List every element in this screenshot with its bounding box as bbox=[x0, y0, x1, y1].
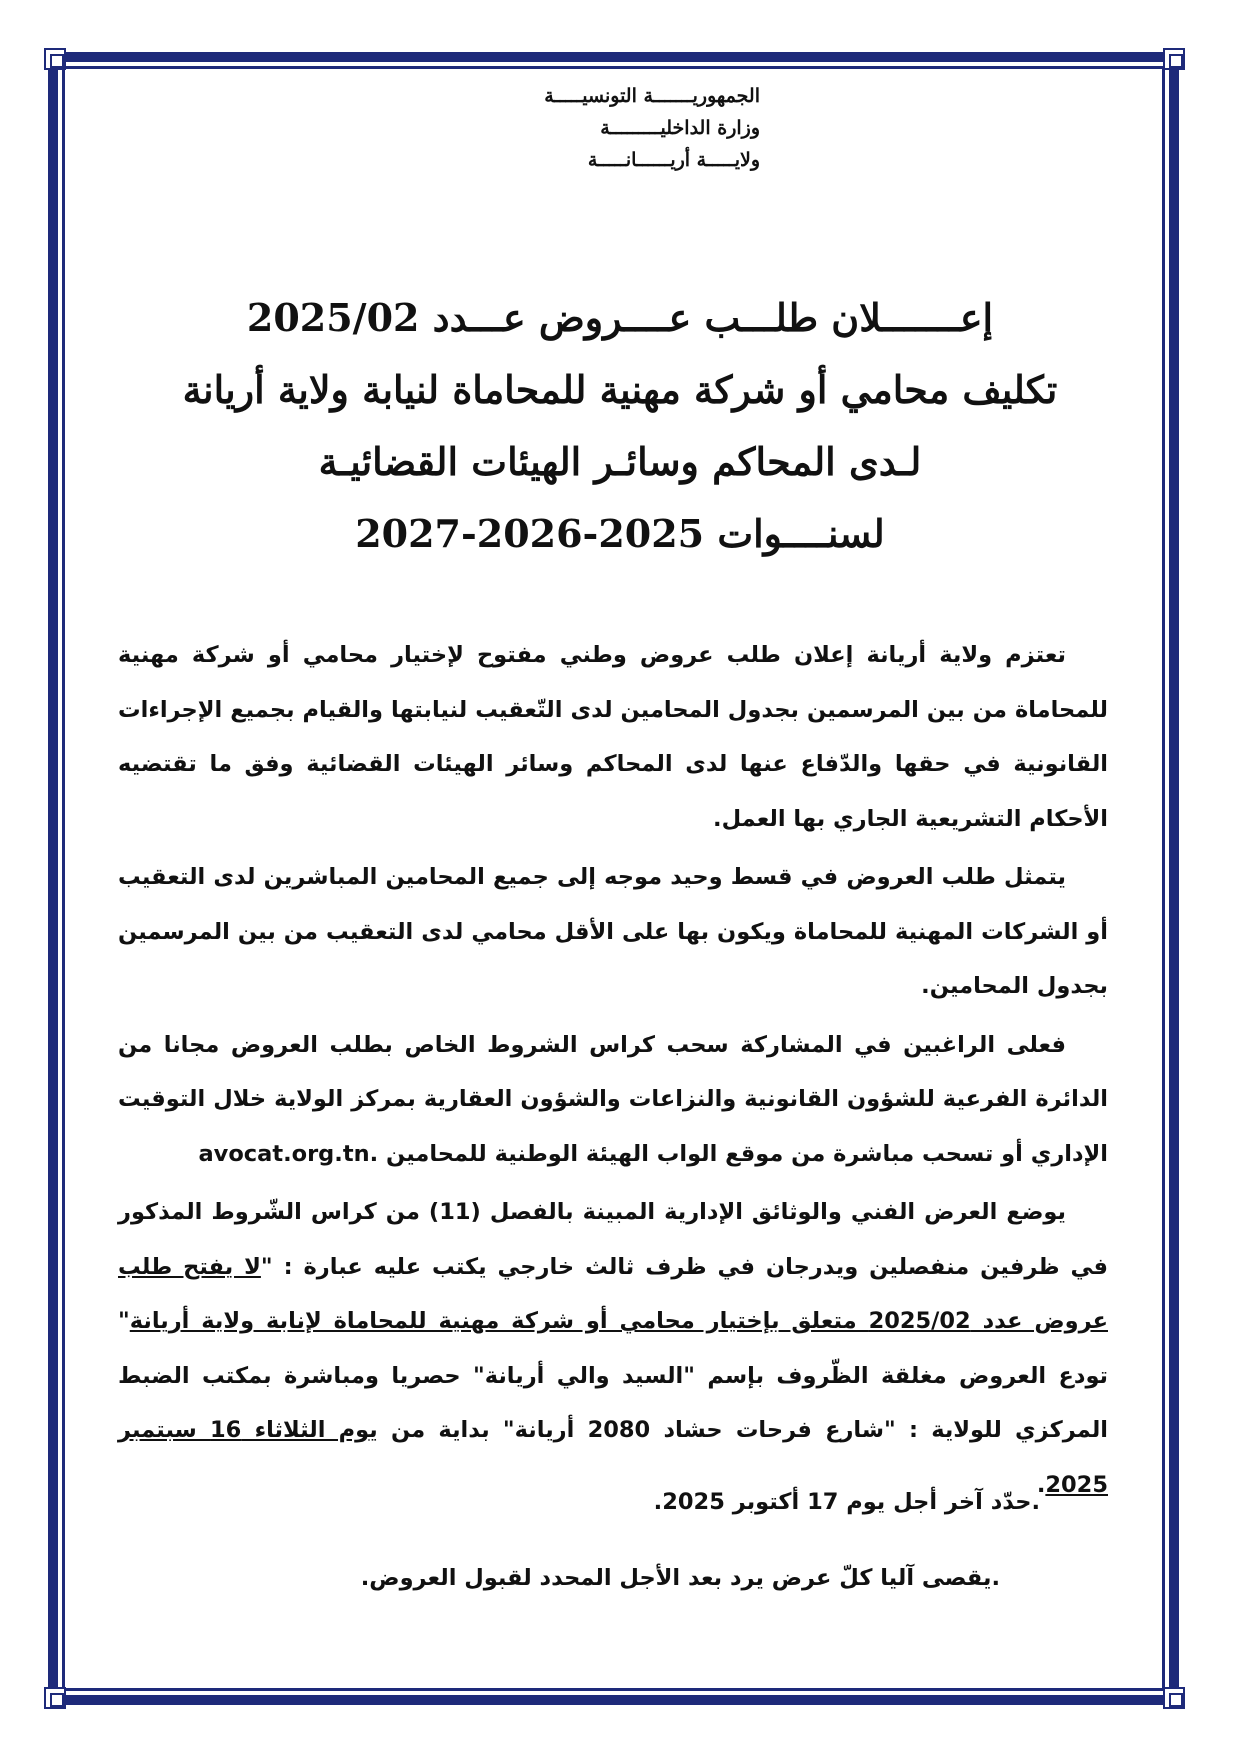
border-corner-ornament bbox=[44, 48, 66, 70]
letterhead-republic: الجمهوريـــــــة التونسيـــــة bbox=[544, 85, 760, 107]
title-line-1: إعـــــــلان طلـــب عــــروض عـــدد 2025/02 bbox=[246, 295, 994, 340]
website-link: avocat.org.tn. bbox=[198, 1140, 379, 1167]
title-line-4: لسنــــوات 2025-2026-2027 bbox=[355, 511, 885, 556]
start-date: يوم الثلاثاء 16 سبتمبر 2025 bbox=[118, 1417, 1108, 1498]
title-line-3: لـدى المحاكم وسائـر الهيئات القضائيـة bbox=[318, 439, 922, 484]
submission-text-c: " تودع العروض مغلقة الظّروف بإسم "السيد والي أريانة" حصريا ومباشرة بمكتب الضبط المركزي للولاية : "شارع فرحات حشاد 2080 أريانة" بداية من bbox=[118, 1308, 1108, 1443]
border-corner-ornament bbox=[1163, 1687, 1185, 1709]
withdrawal-text: فعلى الراغبين في المشاركة سحب كراس الشروط الخاص بطلب العروض مجانا من الدائرة الفرعية للشؤون القانونية والنزاعات والشؤون العقارية بمركز الولاية خلال التوقيت الإداري أو تسحب مباشرة من موقع الواب الهيئة الوطنية للمحامين bbox=[118, 1031, 1108, 1167]
border-corner-ornament bbox=[44, 1687, 66, 1709]
letterhead-ministry: وزارة الداخليـــــــــة bbox=[600, 117, 760, 139]
exclusion-line: .يقصى آليا كلّ عرض يرد بعد الأجل المحدد لقبول العروض. bbox=[360, 1565, 1000, 1591]
letterhead bbox=[440, 80, 760, 176]
paragraph-intro: تعتزم ولاية أريانة إعلان طلب عروض وطني مفتوح لإختيار محامي أو شركة مهنية للمحاماة من بين المرسمين بجدول المحامين لدى التّعقيب لنيابتها والقيام بجميع الإجراءات القانونية في حقها والدّفاع عنها لدى المحاكم وسائر الهيئات القضائية وفق ما تقتضيه الأحكام التشريعية الجاري بها العمل. bbox=[118, 642, 1108, 832]
announcement-body bbox=[118, 628, 1108, 1516]
paragraph-lot: يتمثل طلب العروض في قسط وحيد موجه إلى جميع المحامين المباشرين لدى التعقيب أو الشركات المهنية للمحاماة ويكون بها على الأقل محامي لدى التعقيب من بين المرسمين بجدول المحامين. bbox=[118, 864, 1108, 999]
paragraph-withdrawal bbox=[118, 1018, 1108, 1182]
envelope-label: لا يفتح طلب عروض عدد 2025/02 متعلق بإختيار محامي أو شركة مهنية للمحاماة لإنابة ولاية أريانة bbox=[118, 1253, 1108, 1334]
paragraph-submission bbox=[118, 1185, 1108, 1512]
deadline-line: .حدّد آخر أجل يوم 17 أكتوبر 2025. bbox=[653, 1489, 1040, 1515]
submission-text-e: . bbox=[1036, 1471, 1046, 1498]
letterhead-governorate: ولايـــــة أريــــــانـــــة bbox=[587, 149, 760, 171]
title-line-2: تكليف محامي أو شركة مهنية للمحاماة لنيابة ولاية أريانة bbox=[182, 367, 1058, 412]
border-corner-ornament bbox=[1163, 48, 1185, 70]
announcement-title bbox=[120, 282, 1120, 570]
submission-text-a: يوضع العرض الفني والوثائق الإدارية المبينة بالفصل (11) من كراس الشّروط المذكور في ظرفين منفصلين ويدرجان في ظرف ثالث خارجي يكتب عليه عبارة : " bbox=[118, 1199, 1108, 1280]
